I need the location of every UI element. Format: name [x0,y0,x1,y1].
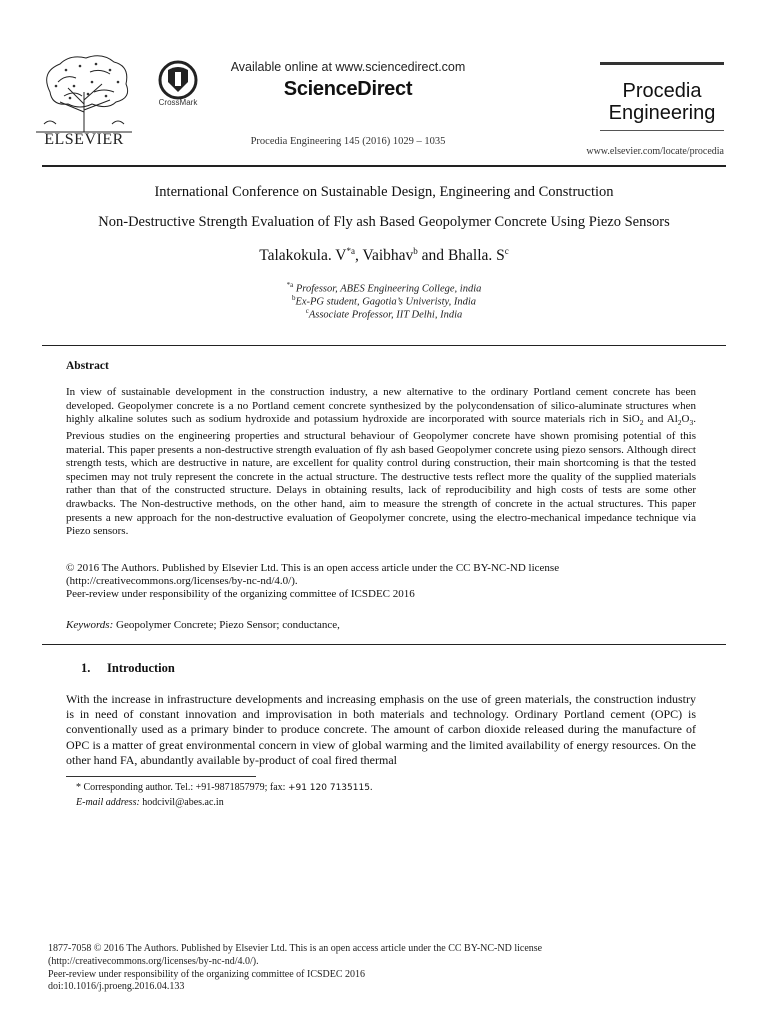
keywords-text: Geopolymer Concrete; Piezo Sensor; conductance, [113,619,340,631]
footer-license-link[interactable]: (http://creativecommons.org/licenses/by-nc-nd/4.0/). [48,955,259,967]
affiliation [30,307,738,321]
author-name: Vaibhav [362,247,414,265]
email-footnote [76,797,224,808]
affiliation-mark: c [305,307,309,315]
keywords-label: Keywords: [66,619,114,631]
affiliation-text: Associate Professor, IIT Delhi, India [308,309,463,321]
publisher-name: ELSEVIER [44,131,124,148]
footnote-divider [66,776,256,777]
email-address[interactable]: hodcivil@abes.ac.in [139,797,224,808]
section-number: 1. [81,661,91,675]
elsevier-tree-logo [30,52,138,134]
fax-number: +91 120 7135115 [287,783,370,793]
crossmark-label: CrossMark [158,98,198,107]
affiliation-text: Ex-PG student, Gagotia’s Univeristy, India [295,296,477,308]
affiliation-mark: *a [286,281,294,289]
abstract-heading: Abstract [66,360,109,372]
footer-license-line: 1877-7058 © 2016 The Authors. Published by Elsevier Ltd. This is an open access article under the CC BY-NC-ND license [48,943,543,954]
author-affiliation-mark: *a [346,246,356,256]
conference-name: International Conference on Sustainable Design, Engineering and Construction [154,184,614,200]
doi-link[interactable]: doi:10.1016/j.proeng.2016.04.133 [48,981,185,993]
journal-title-line2: Engineering [608,102,716,124]
abstract-text: . Previous studies on the engineering properties and structural behaviour of Geopolymer concrete have shown promising potential of this material. This paper presents a non-destructive strength evaluation of fly ash based Geopolymer concrete using piezo sensors. Although direct strength tests, which are destructive in nature, are excellent for quality control during construction, their main shortcoming is that the tested specimen may not truly represent the concrete in the actual structure. The destructive tests reflect more the quality of the supplied materials rather than that of the constructed structure. Delays in obtaining results, lack of reproducibility and high costs of tests are some other drawbacks. The Non-destructive methods, on the other hand, aim to measure the strength of concrete in the actual structures. This paper presents a new approach for the non-destructive evaluation of Geopolymer concrete, using the electro-mechanical impedance technique via Piezo sensors. [66,413,696,538]
journal-rule-top [600,62,724,65]
header-divider [42,165,726,167]
peer-review-line: Peer-review under responsibility of the organizing committee of ICSDEC 2016 [66,588,415,601]
license-block [66,562,706,602]
corresponding-author-footnote [76,782,372,793]
author-affiliation-mark: b [413,246,418,256]
footnote-text: * Corresponding author. Tel.: +91-9871857979; fax: [76,782,288,793]
email-label: E-mail address: [76,797,140,808]
abstract-body [66,386,696,539]
section-title: Introduction [107,661,175,675]
license-line: © 2016 The Authors. Published by Elsevier Ltd. This is an open access article under the CC BY-NC-ND license [66,562,560,574]
abstract-divider [42,345,726,346]
introduction-paragraph: With the increase in infrastructure developments and increasing emphasis on the use of green materials, the construction industry is in need of constant innovation and improvisation in both materials and technology. Ordinary Portland cement (OPC) is conventionally used as a primary binder to produce concrete. The amount of carbon dioxide released during the manufacture of OPC is a matter of great environmental concern in view of global warming and the limited availability of energy resources. On the other hand FA, abundantly available by-product of coal fired thermal [66,692,696,767]
affiliation-mark: b [291,294,296,302]
subscript: 2 [677,418,682,428]
author-separator: and [417,247,448,265]
journal-url-link[interactable]: www.elsevier.com/locate/procedia [586,146,724,157]
affiliation-text: Professor, ABES Engineering College, india [295,283,482,295]
journal-title [600,80,724,124]
footnote-text: . [369,782,373,793]
abstract-text: In view of sustainable development in the construction industry, a new alternative to the ordinary Portland cement concrete has been developed. Geopolymer concrete is a no Portland cement concrete synthesized by the polycondensation of silico-aluminate structures when highly alkaline solutes such as sodium hydroxide and potassium hydroxide are incorporated with source materials rich in SiO [66,386,696,426]
subscript: 3 [689,418,694,428]
sciencedirect-logo: ScienceDirect [283,78,413,100]
author-separator: , [355,247,363,265]
author-name: Talakokula. V [259,247,347,265]
license-link[interactable]: (http://creativecommons.org/licenses/by-nc-nd/4.0/). [66,575,298,588]
paper-title: Non-Destructive Strength Evaluation of Fly ash Based Geopolymer Concrete Using Piezo Sensors [98,214,670,230]
author-list [30,246,738,265]
crossmark-icon[interactable] [156,60,200,100]
keywords [66,619,706,631]
subscript: 2 [639,418,644,428]
keywords-divider [42,644,726,645]
author-name: Bhalla. S [447,247,505,265]
abstract-text: and Al [643,413,678,426]
page-footer [48,943,708,994]
section-heading [81,661,175,676]
available-online-text: Available online at www.sciencedirect.com [230,60,466,74]
affiliation [30,294,738,308]
journal-title-line1: Procedia [622,80,702,102]
footer-peer-review: Peer-review under responsibility of the organizing committee of ICSDEC 2016 [48,968,366,980]
author-affiliation-mark: c [504,246,509,256]
affiliation [30,281,738,295]
abstract-text: O [681,413,690,426]
journal-citation: Procedia Engineering 145 (2016) 1029 – 1035 [250,136,446,147]
journal-rule-bottom [600,130,724,131]
